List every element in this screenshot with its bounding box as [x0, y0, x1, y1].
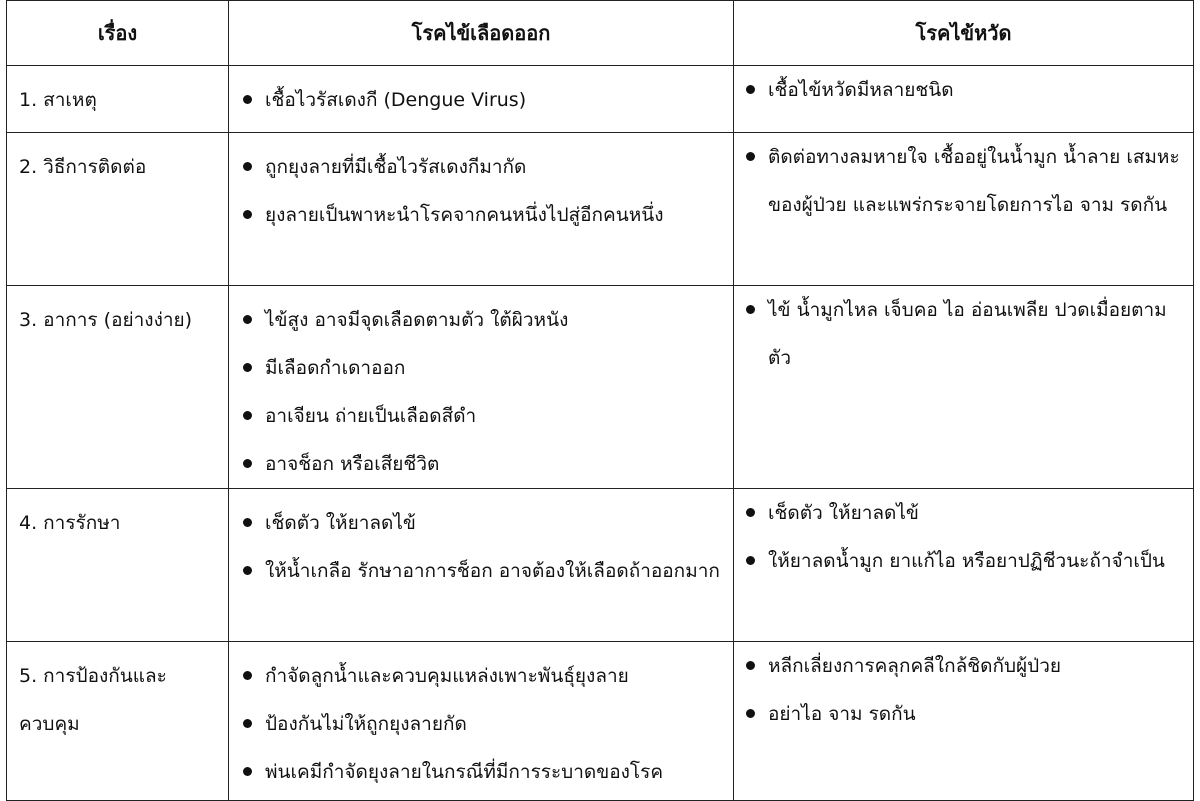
list-item-text: ป้องกันไม่ให้ถูกยุงลายกัด	[265, 713, 467, 735]
cold-cell	[734, 642, 1194, 801]
bullet-icon	[243, 671, 252, 680]
list-item	[243, 344, 723, 392]
bullet-icon	[746, 85, 755, 94]
list-item-text: เชื้อไข้หวัดมีหลายชนิด	[768, 79, 954, 101]
bullet-icon	[243, 518, 252, 527]
bullet-icon	[243, 566, 252, 575]
cold-cell	[734, 489, 1194, 642]
bullet-list	[746, 489, 1183, 585]
list-item	[243, 296, 723, 344]
header-dengue: โรคไข้เลือดออก	[229, 1, 734, 66]
list-item	[243, 76, 723, 124]
header-topic: เรื่อง	[7, 1, 229, 66]
list-item	[243, 499, 723, 547]
list-item-text: หลีกเลี่ยงการคลุกคลีใกล้ชิดกับผู้ป่วย	[768, 655, 1062, 677]
list-item	[243, 748, 723, 796]
list-item	[746, 489, 1183, 537]
cold-cell	[734, 133, 1194, 286]
list-item	[243, 191, 723, 239]
bullet-icon	[243, 95, 252, 104]
bullet-list	[746, 133, 1183, 229]
comparison-table	[6, 0, 1194, 801]
list-item	[746, 642, 1183, 690]
list-item	[746, 537, 1183, 585]
list-item	[243, 392, 723, 440]
row-topic: 4. การรักษา	[7, 489, 229, 642]
bullet-icon	[746, 661, 755, 670]
bullet-icon	[746, 508, 755, 517]
list-item-text: เชื้อไวรัสเดงกี (Dengue Virus)	[265, 89, 527, 111]
list-item-text: เช็ดตัว ให้ยาลดไข้	[768, 502, 919, 524]
bullet-list	[746, 66, 1183, 114]
list-item-text: ถูกยุงลายที่มีเชื้อไวรัสเดงกีมากัด	[265, 156, 527, 178]
dengue-cell	[229, 642, 734, 801]
bullet-icon	[746, 709, 755, 718]
list-item-text: มีเลือดกำเดาออก	[265, 357, 406, 379]
list-item	[746, 690, 1183, 738]
list-item-text: เช็ดตัว ให้ยาลดไข้	[265, 512, 416, 534]
bullet-icon	[243, 767, 252, 776]
bullet-list	[243, 296, 723, 488]
bullet-list	[243, 143, 723, 239]
bullet-icon	[243, 162, 252, 171]
bullet-icon	[746, 556, 755, 565]
list-item	[746, 133, 1183, 229]
row-topic: 2. วิธีการติดต่อ	[7, 133, 229, 286]
row-topic: 1. สาเหตุ	[7, 66, 229, 133]
bullet-list	[746, 642, 1183, 738]
list-item-text: ให้น้ำเกลือ รักษาอาการช็อก อาจต้องให้เลือดถ้าออกมาก	[265, 560, 720, 582]
dengue-cell	[229, 133, 734, 286]
list-item	[746, 286, 1183, 382]
dengue-cell	[229, 286, 734, 489]
row-topic: 5. การป้องกันและควบคุม	[7, 642, 229, 801]
list-item	[243, 547, 723, 595]
dengue-cell	[229, 489, 734, 642]
bullet-list	[243, 499, 723, 595]
table-row	[7, 489, 1194, 642]
cold-cell	[734, 66, 1194, 133]
list-item-text: ติดต่อทางลมหายใจ เชื้ออยู่ในน้ำมูก น้ำลาย เสมหะของผู้ป่วย และแพร่กระจายโดยการไอ จาม รดกัน	[768, 146, 1180, 216]
table-row	[7, 66, 1194, 133]
list-item-text: อาจช็อก หรือเสียชีวิต	[265, 453, 440, 475]
list-item	[243, 143, 723, 191]
list-item	[243, 440, 723, 488]
bullet-icon	[243, 315, 252, 324]
bullet-list	[243, 76, 723, 124]
list-item-text: กำจัดลูกน้ำและควบคุมแหล่งเพาะพันธุ์ยุงลาย	[265, 665, 629, 687]
table-row	[7, 133, 1194, 286]
list-item-text: ยุงลายเป็นพาหะนำโรคจากคนหนึ่งไปสู่อีกคนหนึ่ง	[265, 204, 664, 226]
bullet-list	[243, 652, 723, 796]
bullet-icon	[243, 719, 252, 728]
table-header-row	[7, 1, 1194, 66]
bullet-list	[746, 286, 1183, 382]
bullet-icon	[243, 210, 252, 219]
table-row	[7, 286, 1194, 489]
list-item-text: ไข้ น้ำมูกไหล เจ็บคอ ไอ อ่อนเพลีย ปวดเมื่อยตามตัว	[768, 299, 1167, 369]
list-item	[243, 700, 723, 748]
list-item	[243, 652, 723, 700]
list-item	[746, 66, 1183, 114]
cold-cell	[734, 286, 1194, 489]
list-item-text: อาเจียน ถ่ายเป็นเลือดสีดำ	[265, 405, 477, 427]
bullet-icon	[746, 305, 755, 314]
bullet-icon	[746, 152, 755, 161]
list-item-text: พ่นเคมีกำจัดยุงลายในกรณีที่มีการระบาดของโรค	[265, 761, 664, 783]
bullet-icon	[243, 459, 252, 468]
dengue-cell	[229, 66, 734, 133]
list-item-text: ไข้สูง อาจมีจุดเลือดตามตัว ใต้ผิวหนัง	[265, 309, 569, 331]
list-item-text: ให้ยาลดน้ำมูก ยาแก้ไอ หรือยาปฏิชีวนะถ้าจำเป็น	[768, 550, 1165, 572]
row-topic: 3. อาการ (อย่างง่าย)	[7, 286, 229, 489]
list-item-text: อย่าไอ จาม รดกัน	[768, 703, 916, 725]
table-row	[7, 642, 1194, 801]
header-cold: โรคไข้หวัด	[734, 1, 1194, 66]
bullet-icon	[243, 411, 252, 420]
bullet-icon	[243, 363, 252, 372]
